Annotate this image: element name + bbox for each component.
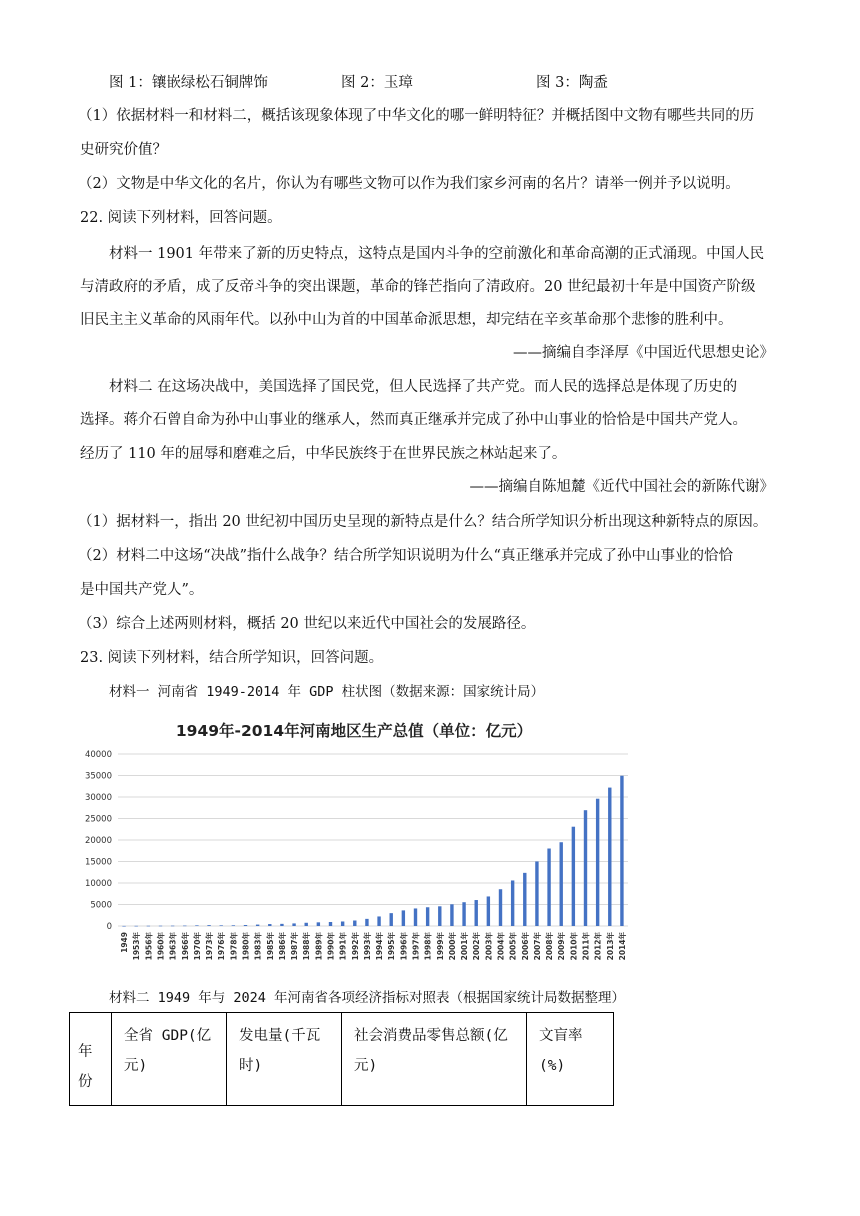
q22-material1-line2: 与清政府的矛盾，成了反帝斗争的突出课题，革命的锋芒指向了清政府。20 世纪最初十年是中国资产阶级: [80, 279, 756, 295]
x-tick-label: 1995年: [387, 932, 397, 961]
x-tick-label: 2008年: [545, 932, 555, 961]
x-tick-label: 1978年: [229, 932, 239, 961]
bar: [487, 896, 490, 926]
x-tick-label: 1996年: [399, 932, 409, 961]
figure-caption-3: 图 3：陶盉: [536, 75, 608, 91]
figure-caption-1: 图 1：镶嵌绿松石铜牌饰: [109, 75, 268, 91]
table-header-illiteracy: 文盲率 (%): [527, 1013, 614, 1106]
figure-caption-2: 图 2：玉璋: [341, 75, 413, 91]
x-tick-label: 1976年: [217, 932, 227, 961]
bar: [365, 919, 368, 926]
y-tick-label: 20000: [84, 836, 112, 846]
x-tick-label: 2013年: [605, 932, 615, 961]
bar: [183, 926, 186, 927]
x-tick-label: 2010年: [569, 932, 579, 961]
economic-indicator-table: [69, 1012, 614, 1106]
q21-part2: （2）文物是中华文化的名片，你认为有哪些文物可以作为我们家乡河南的名片？请举一例并予以说明。: [78, 176, 740, 192]
x-tick-label: 2014年: [617, 932, 627, 961]
q22-material1-line1: 材料一 1901 年带来了新的历史特点，这特点是国内斗争的空前激化和革命高潮的正式涌现。中国人民: [109, 246, 765, 262]
q23-material1-label: 材料一 河南省 1949-2014 年 GDP 柱状图（数据来源：国家统计局）: [109, 684, 545, 700]
q21-part1-line1: （1）依据材料一和材料二，概括该现象体现了中华文化的哪一鲜明特征？并概括图中文物有哪些共同的历: [78, 108, 755, 124]
bar: [426, 907, 429, 926]
bar: [547, 849, 550, 926]
bar: [147, 926, 150, 927]
bar: [377, 916, 380, 926]
x-tick-label: 1997年: [411, 932, 421, 961]
x-tick-label: 2001年: [460, 932, 470, 961]
x-tick-label: 1949: [120, 932, 130, 953]
x-tick-label: 1970年: [192, 932, 202, 961]
x-tick-label: 1953年: [132, 932, 142, 961]
bar: [390, 913, 393, 926]
bar: [608, 788, 611, 926]
q22-material2-line2: 选择。蒋介石曾自命为孙中山事业的继承人，然而真正继承并完成了孙中山事业的恰恰是中国共产党人。: [80, 412, 747, 428]
x-tick-label: 2009年: [557, 932, 567, 961]
bar: [317, 922, 320, 926]
x-tick-label: 1990年: [326, 932, 336, 961]
table-header-retail: 社会消费品零售总额(亿 元): [342, 1013, 527, 1106]
x-tick-label: 1989年: [314, 932, 324, 961]
bar: [475, 900, 478, 926]
x-tick-label: 1999年: [435, 932, 445, 961]
bar: [220, 925, 223, 926]
x-tick-label: 1986年: [277, 932, 287, 961]
y-tick-label: 15000: [84, 857, 112, 868]
table-header-row: [70, 1013, 614, 1106]
x-tick-label: 1992年: [350, 932, 360, 961]
x-tick-label: 2007年: [532, 932, 542, 961]
q22-question1: （1）据材料一，指出 20 世纪初中国历史呈现的新特点是什么？结合所学知识分析出现这种新特点的原因。: [78, 514, 768, 530]
bar: [535, 861, 538, 926]
x-tick-label: 1983年: [253, 932, 263, 961]
x-tick-label: 1994年: [375, 932, 385, 961]
bar: [560, 842, 563, 926]
x-tick-label: 2004年: [496, 932, 506, 961]
y-tick-label: 35000: [84, 771, 112, 782]
bar: [438, 906, 441, 926]
bar: [292, 923, 295, 926]
x-tick-label: 1956年: [144, 932, 154, 961]
y-tick-label: 10000: [84, 879, 112, 889]
bar: [135, 926, 138, 927]
bar: [195, 925, 198, 926]
bar: [511, 880, 514, 926]
x-tick-label: 1991年: [338, 932, 348, 961]
x-tick-label: 1980年: [241, 932, 251, 961]
x-tick-label: 2000年: [447, 932, 457, 961]
chart-title: 1949年-2014年河南地区生产总值（单位：亿元）: [175, 722, 533, 740]
x-tick-label: 1966年: [180, 932, 190, 961]
bar: [572, 827, 575, 926]
y-tick-label: 25000: [84, 814, 112, 825]
bar: [620, 776, 623, 926]
bar: [171, 926, 174, 927]
y-tick-label: 40000: [84, 750, 112, 760]
bar: [329, 922, 332, 926]
x-tick-label: 2006年: [520, 932, 530, 961]
q22-material2-source: ——摘编自陈旭麓《近代中国社会的新陈代谢》: [469, 479, 774, 495]
bar: [499, 889, 502, 926]
gdp-bar-chart: [80, 712, 640, 972]
x-tick-label: 2002年: [472, 932, 482, 961]
bar: [159, 926, 162, 927]
x-tick-label: 1973年: [205, 932, 215, 961]
y-tick-label: 30000: [84, 793, 112, 803]
q21-part1-line2: 史研究价值？: [80, 142, 167, 158]
q23-title: 23. 阅读下列材料，结合所学知识，回答问题。: [80, 650, 384, 666]
q23-material2-label: 材料二 1949 年与 2024 年河南省各项经济指标对照表（根据国家统计局数据整理）: [109, 990, 626, 1006]
q22-material2-line3: 经历了 110 年的屈辱和磨难之后，中华民族终于在世界民族之林站起来了。: [80, 446, 567, 462]
y-tick-label: 0: [106, 922, 112, 932]
x-tick-label: 2005年: [508, 932, 518, 961]
x-tick-label: 1987年: [290, 932, 300, 961]
bar: [414, 908, 417, 926]
bar: [523, 873, 526, 926]
bar: [341, 921, 344, 926]
q22-question3: （3）综合上述两则材料，概括 20 世纪以来近代中国社会的发展路径。: [78, 616, 536, 632]
x-tick-label: 1993年: [362, 932, 372, 961]
y-tick-label: 5000: [90, 900, 112, 911]
bar: [462, 902, 465, 926]
table-header-year: 年份: [70, 1013, 112, 1106]
bar: [402, 910, 405, 926]
x-tick-label: 2003年: [484, 932, 494, 961]
x-tick-label: 2012年: [593, 932, 603, 961]
x-tick-label: 1960年: [156, 932, 166, 961]
x-tick-label: 1963年: [168, 932, 178, 961]
bar: [450, 904, 453, 926]
x-tick-label: 1998年: [423, 932, 433, 961]
q22-question2-line2: 是中国共产党人”。: [80, 582, 204, 598]
q22-material1-line3: 旧民主主义革命的风雨年代。以孙中山为首的中国革命派思想，却完结在辛亥革命那个悲惨的胜利中。: [80, 312, 733, 328]
bar: [232, 925, 235, 926]
bar: [280, 924, 283, 926]
table-header-gdp: 全省 GDP(亿 元): [112, 1013, 227, 1106]
bar: [596, 799, 599, 926]
x-tick-label: 2011年: [581, 932, 591, 961]
table-header-power: 发电量(千瓦 时): [227, 1013, 342, 1106]
bar: [244, 925, 247, 926]
q22-material1-source: ——摘编自李泽厚《中国近代思想史论》: [513, 345, 774, 361]
bar: [268, 924, 271, 926]
q22-material2-line1: 材料二 在这场决战中，美国选择了国民党，但人民选择了共产党。而人民的选择总是体现了历史的: [109, 379, 738, 395]
x-tick-label: 1985年: [265, 932, 275, 961]
bar: [207, 925, 210, 926]
q22-title: 22. 阅读下列材料，回答问题。: [80, 210, 282, 226]
q22-question2-line1: （2）材料二中这场“决战”指什么战争？结合所学知识说明为什么“真正继承并完成了孙中山事业的恰恰: [78, 548, 733, 564]
x-tick-label: 1988年: [302, 932, 312, 961]
bar: [305, 923, 308, 926]
bar: [256, 925, 259, 926]
bar: [353, 920, 356, 926]
bar: [584, 810, 587, 926]
bar: [122, 926, 125, 927]
